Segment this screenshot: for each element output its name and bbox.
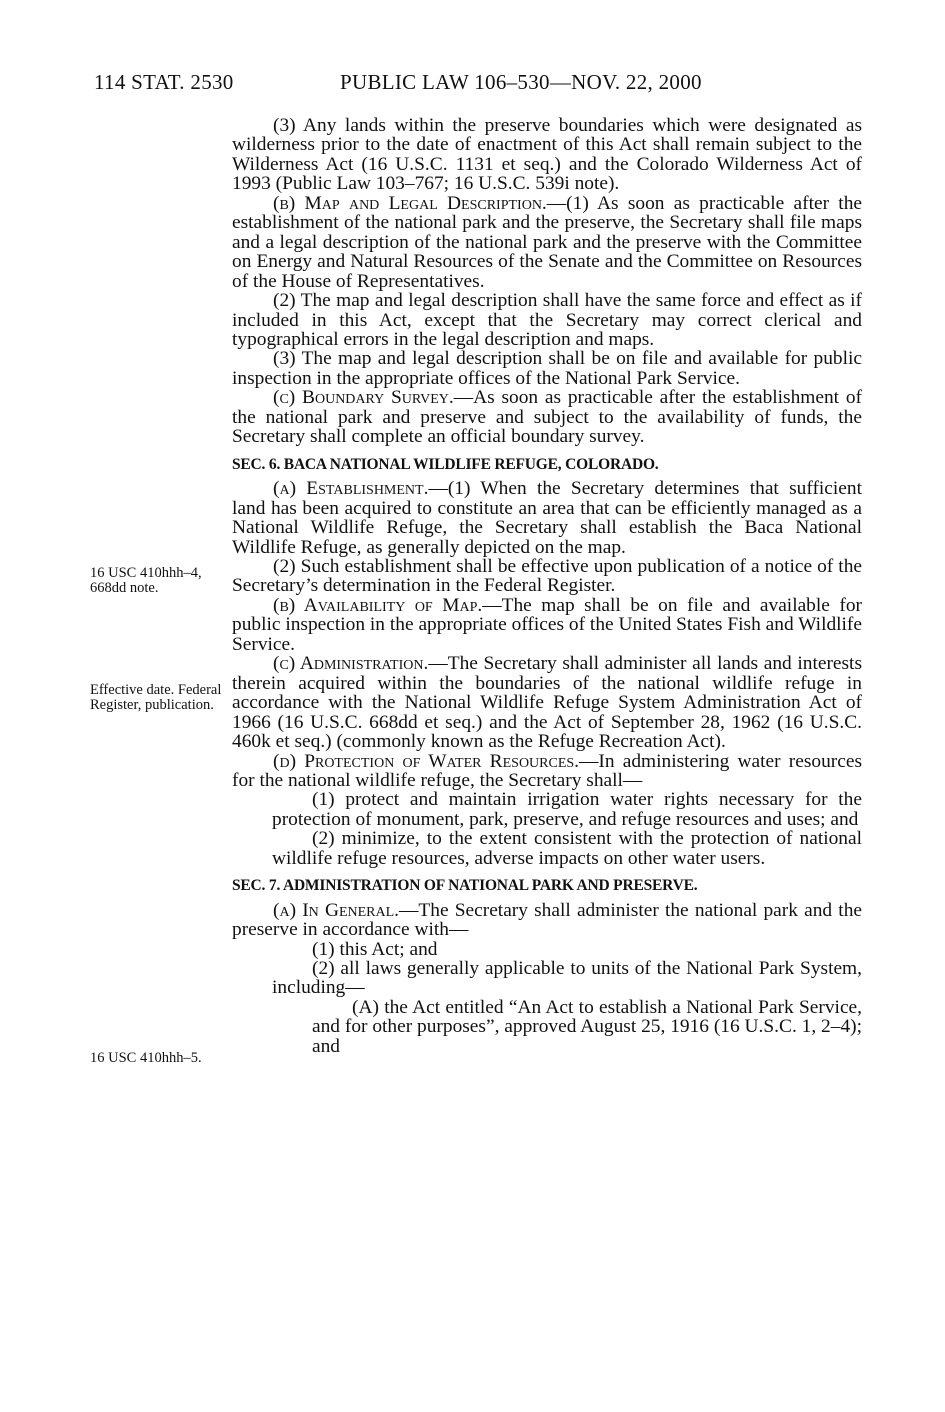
paragraph-b2: (2) The map and legal description shall have the same force and effect as if included in this Act, except that the Secretary may correct clerical and typographical errors in the legal description and maps. — [232, 290, 862, 350]
paragraph-6d-text: —In administering water resources for the national wildlife refuge, the Secretary shall— — [232, 750, 862, 791]
paragraph-7a2: (2) all laws generally applicable to units of the National Park System, including— — [272, 958, 862, 999]
paragraph-6b-text: —The map shall be on file and available for public inspection in the appropriate offices of the United States Fish and Wildlife Service. — [232, 594, 862, 655]
margin-note-effective-date: Effective date. Federal Register, publication. — [90, 682, 222, 713]
paragraph-b3: (3) The map and legal description shall be on file and available for public inspection in the appropriate offices of the National Park Service. — [232, 348, 862, 389]
running-header — [94, 70, 874, 96]
paragraph-7a — [232, 901, 862, 940]
heading-in-general: (a) In General. — [273, 899, 400, 921]
paragraph-6c-text: —The Secretary shall administer all lands and interests therein acquired within the boundaries of the national wildlife refuge in accordance with the National Wildlife Refuge System Administration Act of 1966 (16 U.S.C. 668dd et seq.) and the Act of September 28, 1962 (16 U.S.C. 460k et seq.) (commonly known as the Refuge Recreation Act). — [232, 653, 862, 753]
paragraph-7a1: (1) this Act; and — [312, 938, 438, 960]
page-number: 114 STAT. 2530 — [94, 70, 234, 94]
paragraph-6a1-text: —(1) When the Secretary determines that sufficient land has been acquired to constitute an area that can be efficiently managed as a National Wildlife Refuge, the Secretary shall establish the Baca National Wildlife Refuge, as generally depicted on the map. — [232, 478, 862, 558]
document-body — [232, 116, 862, 1056]
margin-note-sec6-citation: 16 USC 410hhh–4, 668dd note. — [90, 565, 202, 596]
paragraph-a3: (3) Any lands within the preserve boundaries which were designated as wilderness prior to the date of enactment of this Act shall remain subject to the Wilderness Act (16 U.S.C. 1131 et seq.) and the Colorado Wilderness Act of 1993 (Public Law 103–767; 16 U.S.C. 539i note). — [232, 115, 862, 195]
paragraph-7aA: (A) the Act entitled “An Act to establish a National Park Service, and for other purposes”, approved August 25, 1916 (16 U.S.C. 1, 2–4); and — [312, 996, 862, 1057]
paragraph-6a1 — [232, 479, 862, 557]
heading-boundary-survey: (c) Boundary Survey. — [273, 387, 454, 409]
paragraph-7a-text: —The Secretary shall administer the national park and the preserve in accordance with— — [232, 899, 862, 941]
section-7-title: SEC. 7. ADMINISTRATION OF NATIONAL PARK AND PRESERVE. — [232, 877, 698, 895]
paragraph-c — [232, 388, 862, 446]
heading-availability-of-map: (b) Availability of Map. — [273, 594, 483, 616]
paragraph-b1 — [232, 194, 862, 291]
section-6-title: SEC. 6. BACA NATIONAL WILDLIFE REFUGE, COLORADO. — [232, 455, 659, 473]
heading-administration: (c) Administration. — [273, 653, 429, 675]
paragraph-6d2: (2) minimize, to the extent consistent with the protection of national wildlife refuge resources, adverse impacts on other water users. — [272, 828, 862, 869]
header-title: PUBLIC LAW 106–530—NOV. 22, 2000 — [340, 70, 702, 94]
paragraph-6d1: (1) protect and maintain irrigation water rights necessary for the protection of monument, park, preserve, and refuge resources and uses; and — [272, 789, 862, 830]
paragraph-6b — [232, 596, 862, 654]
paragraph-6a2: (2) Such establishment shall be effective upon publication of a notice of the Secretary’s determination in the Federal Register. — [232, 555, 862, 597]
paragraph-6c — [232, 654, 862, 751]
paragraph-b1-text: —(1) As soon as practicable after the establishment of the national park and the preserve, the Secretary shall file maps and a legal description of the national park and the preserve with the Committee on Energy and Natural Resources of the Senate and the Committee on Resources of the House of Representatives. — [232, 192, 862, 292]
margin-note-sec7-citation: 16 USC 410hhh–5. — [90, 1050, 202, 1066]
paragraph-6d — [232, 752, 862, 791]
heading-map-legal-description: (b) Map and Legal Description. — [273, 192, 547, 214]
heading-protection-water: (d) Protection of Water Resources. — [273, 750, 580, 772]
paragraph-c-text: —As soon as practicable after the establishment of the national park and preserve and subject to the availability of funds, the Secretary shall complete an official boundary survey. — [232, 387, 863, 448]
heading-establishment: (a) Establishment. — [273, 478, 429, 500]
